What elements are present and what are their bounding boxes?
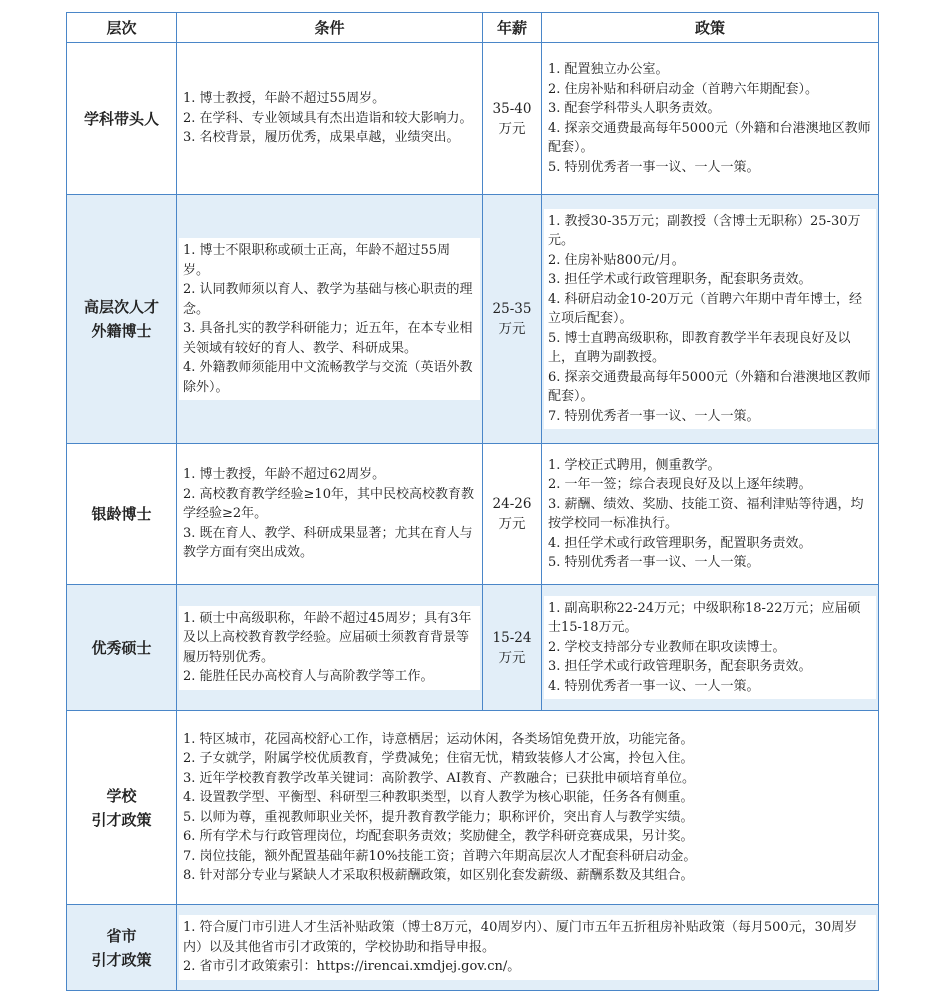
condition-item: 1. 硕士中高级职称，年龄不超过45周岁；具有3年及以上高校教育教学经验。应届硕士须教育背景等履历特别优秀。 xyxy=(183,610,472,665)
condition-item: 2. 能胜任民办高校育人与高阶教学等工作。 xyxy=(183,669,434,684)
policy-item: 3. 配套学科带头人职务责效。 xyxy=(548,101,721,116)
condition-item: 2. 在学科、专业领域具有杰出造诣和较大影响力。 xyxy=(183,110,473,126)
policy-item: 2. 住房补贴800元/月。 xyxy=(548,252,685,268)
policy-cell xyxy=(542,585,879,711)
policy-item: 1. 配置独立办公室。 xyxy=(548,62,669,77)
level-cell xyxy=(67,195,177,444)
policy-item: 1. 学校正式聘用，侧重教学。 xyxy=(548,457,721,473)
level-label: 学科带头人 xyxy=(83,109,159,128)
salary-unit: 万元 xyxy=(498,516,526,532)
salary-range: 24-26 xyxy=(492,496,532,512)
condition-item: 1. 博士不限职称或硕士正高，年龄不超过55周岁。 xyxy=(183,243,451,278)
policy-cell xyxy=(542,43,879,195)
policy-item: 1. 副高职称22-24万元；中级职称18-22万元；应届硕士15-18万元。 xyxy=(548,600,861,636)
policy-item: 5. 特别优秀者一事一议、一人一策。 xyxy=(548,159,760,175)
policy-item: 3. 薪酬、绩效、奖励、技能工资、福利津贴等待遇，均按学校同一标准执行。 xyxy=(548,496,864,531)
header-salary: 年薪 xyxy=(483,13,542,43)
policy-item: 7. 特别优秀者一事一议、一人一策。 xyxy=(548,408,760,424)
level-label: 优秀硕士 xyxy=(91,638,152,657)
policy-item: 1. 教授30-35万元；副教授（含博士无职称）25-30万元。 xyxy=(548,213,861,249)
level-cell xyxy=(67,444,177,585)
condition-item: 3. 既在育人、教学、科研成果显著；尤其在育人与教学方面有突出成效。 xyxy=(183,525,473,561)
policy-item: 2. 一年一签；综合表现良好及以上逐年续聘。 xyxy=(548,477,812,492)
province-policy-link[interactable]: 2. 省市引才政策索引：https://irencai.xmdjej.gov.cn/。 xyxy=(183,959,521,975)
policy-item: 5. 博士直聘高级职称，即教育教学半年表现良好及以上，直聘为副教授。 xyxy=(548,330,851,366)
salary-range: 25-35 xyxy=(492,301,532,317)
table-row-high-level-talent xyxy=(67,195,879,444)
condition-item: 2. 认同教师须以育人、教学为基础与核心职责的理念。 xyxy=(183,282,473,317)
level-label: 引才政策 xyxy=(91,950,152,969)
school-policy-cell xyxy=(177,711,879,905)
level-cell xyxy=(67,711,177,905)
school-policy-item: 3. 近年学校教育教学改革关键词：高阶教学、AI教育、产教融合；已获批申硕培育单位。 xyxy=(183,770,696,786)
talent-policy-table xyxy=(66,12,879,991)
province-policy-item: 1. 符合厦门市引进人才生活补贴政策（博士8万元，40周岁内）、厦门市五年五折租房补贴政策（每月500元，30周岁内）以及其他省市引才政策的，学校协助和指导申报。 xyxy=(183,920,858,955)
policy-cell xyxy=(542,444,879,585)
level-cell xyxy=(67,585,177,711)
policy-item: 4. 特别优秀者一事一议、一人一策。 xyxy=(548,678,760,694)
header-policy: 政策 xyxy=(542,13,879,43)
school-policy-item: 6. 所有学术与行政管理岗位，均配套职务责效；奖励健全，教学科研竞赛成果，另计奖。 xyxy=(183,829,694,844)
header-row xyxy=(67,13,879,43)
policy-cell xyxy=(542,195,879,444)
level-cell xyxy=(67,43,177,195)
header-level: 层次 xyxy=(67,13,177,43)
table-row-discipline-leader xyxy=(67,43,879,195)
level-label: 银龄博士 xyxy=(91,505,152,523)
table-row-school-policy xyxy=(67,711,879,905)
school-policy-item: 1. 特区城市，花园高校舒心工作，诗意栖居；运动休闲，各类场馆免费开放，功能完备。 xyxy=(183,731,694,747)
salary-cell xyxy=(483,195,542,444)
conditions-cell xyxy=(177,195,483,444)
policy-item: 2. 学校支持部分专业教师在职攻读博士。 xyxy=(548,639,786,655)
conditions-cell xyxy=(177,444,483,585)
table-row-province-policy xyxy=(67,905,879,991)
level-label: 引才政策 xyxy=(91,810,152,829)
condition-item: 1. 博士教授，年龄不超过55周岁。 xyxy=(183,91,386,107)
level-cell xyxy=(67,905,177,991)
school-policy-item: 8. 针对部分专业与紧缺人才采取积极薪酬政策，如区别化套发薪级、薪酬系数及其组合。 xyxy=(183,868,694,883)
salary-cell xyxy=(483,444,542,585)
policy-item: 3. 担任学术或行政管理职务，配套职务责效。 xyxy=(548,272,812,288)
conditions-cell xyxy=(177,43,483,195)
province-policy-cell xyxy=(177,905,879,991)
policy-item: 4. 科研启动金10-20万元（首聘六年期中青年博士，经立项后配套）。 xyxy=(548,291,863,327)
table-row-senior-doctor xyxy=(67,444,879,585)
salary-unit: 万元 xyxy=(498,321,526,337)
condition-item: 4. 外籍教师须能用中文流畅教学与交流（英语外教除外）。 xyxy=(183,360,473,395)
condition-item: 1. 博士教授，年龄不超过62周岁。 xyxy=(183,467,386,483)
policy-item: 6. 探亲交通费最高每年5000元（外籍和台港澳地区教师配套）。 xyxy=(548,369,871,405)
school-policy-item: 7. 岗位技能，额外配置基础年薪10%技能工资；首聘六年期高层次人才配套科研启动金。 xyxy=(183,848,697,864)
salary-range: 35-40 xyxy=(492,100,532,117)
salary-cell xyxy=(483,585,542,711)
policy-item: 2. 住房补贴和科研启动金（首聘六年期配套）。 xyxy=(548,81,819,97)
condition-item: 2. 高校教育教学经验≥10年，其中民校高校教育教学经验≥2年。 xyxy=(183,486,474,522)
level-label: 外籍博士 xyxy=(91,322,152,340)
condition-item: 3. 名校背景，履历优秀，成果卓越，业绩突出。 xyxy=(183,130,460,146)
policy-item: 4. 担任学术或行政管理职务，配置职务责效。 xyxy=(548,535,812,551)
school-policy-item: 5. 以师为尊，重视教师职业关怀，提升教育教学能力；职称评价，突出育人与教学实绩。 xyxy=(183,809,694,825)
salary-unit: 万元 xyxy=(498,649,526,666)
level-label: 高层次人才 xyxy=(83,298,159,316)
salary-unit: 万元 xyxy=(498,120,526,137)
table-row-excellent-master xyxy=(67,585,879,711)
policy-item: 3. 担任学术或行政管理职务，配套职务责效。 xyxy=(548,659,812,675)
condition-item: 3. 具备扎实的教学科研能力；近五年，在本专业相关领域有较好的育人、教学、科研成果。 xyxy=(183,321,473,356)
level-label: 学校 xyxy=(106,786,137,805)
salary-range: 15-24 xyxy=(492,629,532,646)
salary-cell xyxy=(483,43,542,195)
policy-item: 5. 特别优秀者一事一议、一人一策。 xyxy=(548,555,760,570)
policy-item: 4. 探亲交通费最高每年5000元（外籍和台港澳地区教师配套）。 xyxy=(548,120,871,155)
level-label: 省市 xyxy=(106,926,137,945)
conditions-cell xyxy=(177,585,483,711)
header-conditions: 条件 xyxy=(177,13,483,43)
school-policy-item: 4. 设置教学型、平衡型、科研型三种教职类型，以育人教学为核心职能，任务各有侧重。 xyxy=(183,790,694,805)
school-policy-item: 2. 子女就学，附属学校优质教育，学费减免；住宿无忧，精致装修人才公寓，拎包入住。 xyxy=(183,751,694,766)
